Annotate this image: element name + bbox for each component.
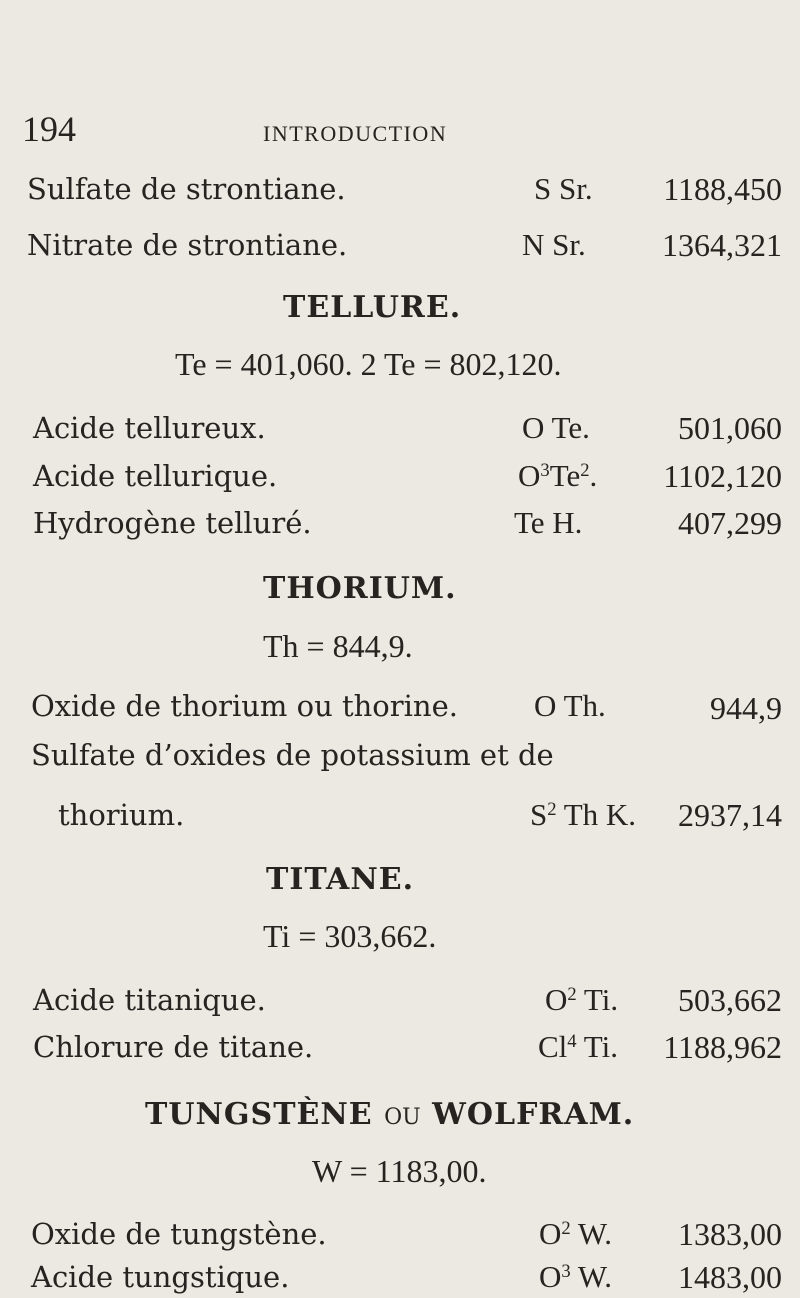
row-value: 2937,14 bbox=[678, 797, 782, 833]
row-name: Acide titanique. bbox=[33, 983, 266, 1017]
row-formula: $O^2$ Ti. bbox=[545, 982, 619, 1017]
row-formula: $O^2$ W. bbox=[539, 1216, 613, 1251]
page-number: 194 bbox=[22, 109, 76, 149]
running-title: INTRODUCTION bbox=[263, 121, 448, 146]
row-value: 1188,450 bbox=[663, 171, 782, 207]
row-name: Oxide de thorium ou thorine. bbox=[31, 689, 458, 723]
row-formula: Cl$^4$ Ti. bbox=[538, 1029, 618, 1064]
section-title-titane: TITANE. bbox=[266, 862, 415, 897]
row-name: Sulfate d’oxides de potassium et de bbox=[31, 738, 554, 772]
row-formula: Te H. bbox=[514, 505, 583, 540]
section-title-tellure: TELLURE. bbox=[283, 290, 462, 325]
row-name-continuation: thorium. bbox=[58, 798, 185, 832]
row-name: Acide tellureux. bbox=[33, 411, 266, 445]
row-value: 503,662 bbox=[678, 982, 782, 1018]
row-value: 407,299 bbox=[678, 505, 782, 541]
row-name: Hydrogène telluré. bbox=[33, 506, 312, 540]
row-value: 1383,00 bbox=[678, 1216, 782, 1252]
row-formula: $O^3$ W. bbox=[539, 1259, 613, 1294]
equation-thorium: Th = 844,9. bbox=[263, 628, 413, 664]
row-value: 1188,962 bbox=[663, 1029, 782, 1065]
section-title-tungstene: TUNGSTÈNE OU WOLFRAM. bbox=[145, 1097, 635, 1132]
section-title-thorium: THORIUM. bbox=[263, 571, 457, 606]
equation-tellure: Te = 401,060. 2 Te = 802,120. bbox=[175, 346, 562, 382]
row-value: 1364,321 bbox=[662, 227, 782, 263]
row-name: Acide tellurique. bbox=[33, 459, 278, 493]
equation-titane: Ti = 303,662. bbox=[263, 918, 437, 954]
row-value: 501,060 bbox=[678, 410, 782, 446]
row-name: Chlorure de titane. bbox=[33, 1030, 314, 1064]
row-name: Oxide de tungstène. bbox=[31, 1217, 327, 1251]
row-name: Nitrate de strontiane. bbox=[27, 228, 348, 262]
row-value: 944,9 bbox=[710, 690, 782, 726]
row-value: 1483,00 bbox=[678, 1259, 782, 1295]
row-value: 1102,120 bbox=[663, 458, 782, 494]
equation-tungstene: W = 1183,00. bbox=[312, 1153, 487, 1189]
row-formula: S Sr. bbox=[534, 171, 593, 206]
row-name: Sulfate de strontiane. bbox=[27, 172, 346, 206]
row-formula: $S^2$ Th K. bbox=[530, 797, 637, 832]
row-formula: $O^3Te^2$. bbox=[518, 458, 598, 493]
row-formula: N Sr. bbox=[522, 227, 586, 262]
row-name: Acide tungstique. bbox=[31, 1260, 290, 1294]
row-formula: O Te. bbox=[522, 410, 590, 445]
row-formula: O Th. bbox=[534, 688, 606, 723]
